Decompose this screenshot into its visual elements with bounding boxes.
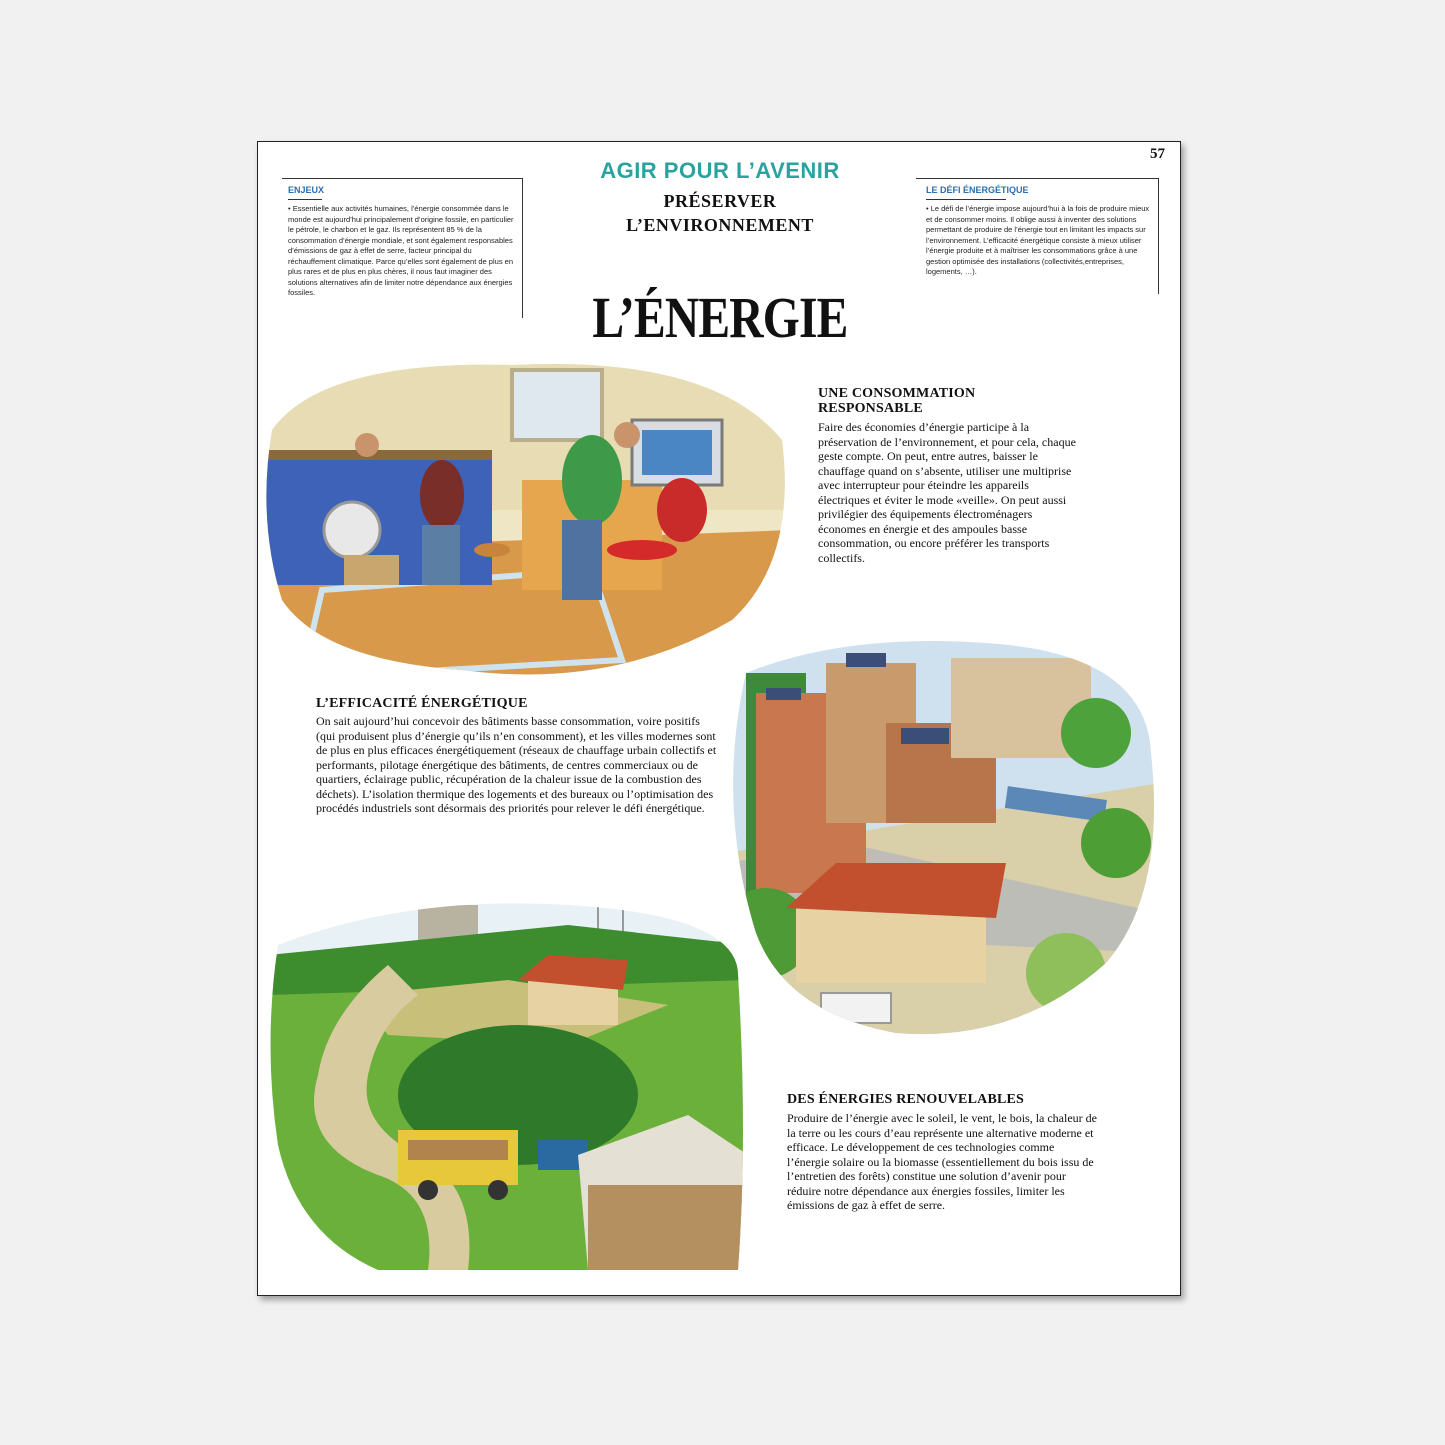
section-title-consommation: UNE CONSOMMATION RESPONSABLE (818, 386, 976, 416)
home-interior-illustration (262, 360, 792, 678)
subtitle-line-2: L’ENVIRONNEMENT (626, 215, 814, 235)
section-title-renouvelables: DES ÉNERGIES RENOUVELABLES (787, 1092, 1025, 1107)
section-text-renouvelables: Produire de l’énergie avec le soleil, le vent, le bois, la chaleur de la terre ou les cours d’eau représente une alternative moderne et efficace. Le développement de ces technologies comme l’énergie solaire ou la biomasse (essentiellement du bois issu de l’entretien des forêts) constitue une solution d’avenir pour réduire notre dépendance aux énergies fossiles, limiter les émissions de gaz à effet de serre. (787, 1111, 1097, 1212)
subtitle-line-1: PRÉSERVER (663, 191, 777, 211)
section-text-efficacite: On sait aujourd’hui concevoir des bâtiments basse consommation, voire positifs (qui produisent plus d’énergie qu’ils n’en consomment), et les villes modernes sont de plus en plus efficaces énergétiquement (réseaux de chauffage urbain collectifs et performants, pilotage énergétique des bâtiments, de centres commerciaux ou de quartiers, éclairage public, récupération de la chaleur issue de la combustion des déchets). L’isolation thermique des logements et des bureaux ou l’optimisation des procédés industriels sont désormais des priorités pour relever le défi énergétique. (316, 714, 717, 815)
defi-box (916, 178, 1160, 294)
enjeux-text: • Essentielle aux activités humaines, l’énergie consommée dans le monde est aujourd’hui principalement d’origine fossile, en particulier le pétrole, le charbon et le gaz. Ils représentent 85 % de la consommation d’énergie mondiale, et sont également responsables d’émissions de gaz à effet de serre, facteur principal du réchauffement climatique. Parce qu’elles sont également de plus en plus rares et de plus en plus chères, il nous faut imaginer des solutions alternatives afin de limiter notre dépendance aux énergies fossiles. (288, 204, 514, 297)
renewable-countryside-illustration (268, 885, 748, 1270)
series-title: AGIR POUR L’AVENIR (600, 158, 840, 183)
enjeux-title: ENJEUX (288, 185, 325, 195)
defi-title: LE DÉFI ÉNERGÉTIQUE (926, 185, 1029, 195)
section-title-efficacite: L’EFFICACITÉ ÉNERGÉTIQUE (316, 696, 528, 711)
page-title: L’ÉNERGIE (592, 285, 848, 350)
subtitle (540, 189, 900, 237)
eco-city-illustration (726, 633, 1160, 1043)
page-number: 57 (1150, 146, 1165, 162)
enjeux-box (282, 178, 524, 318)
section-text-consommation: Faire des économies d’énergie participe à la préservation de l’environnement, et pour cela, chaque geste compte. On peut, entre autres, baisser le chauffage quand on s’absente, utiliser une multiprise avec interrupteur pour éteindre les appareils électriques et éviter le mode «veille». On peut aussi privilégier des équipements électroménagers économes en énergie et des ampoules basse consommation, ou encore préférer les transports collectifs. (818, 420, 1076, 565)
defi-text: • Le défi de l’énergie impose aujourd’hui à la fois de produire mieux et de consommer moins. Il oblige aussi à inventer des solutions permettant de produire de l’énergie tout en limitant les impacts sur l’environnement. L’efficacité énergétique consiste à mieux utiliser l’énergie produite et à maîtriser les consommations grâce à une gestion optimisée des installations (collectivités,entreprises, logements, …). (926, 204, 1150, 276)
